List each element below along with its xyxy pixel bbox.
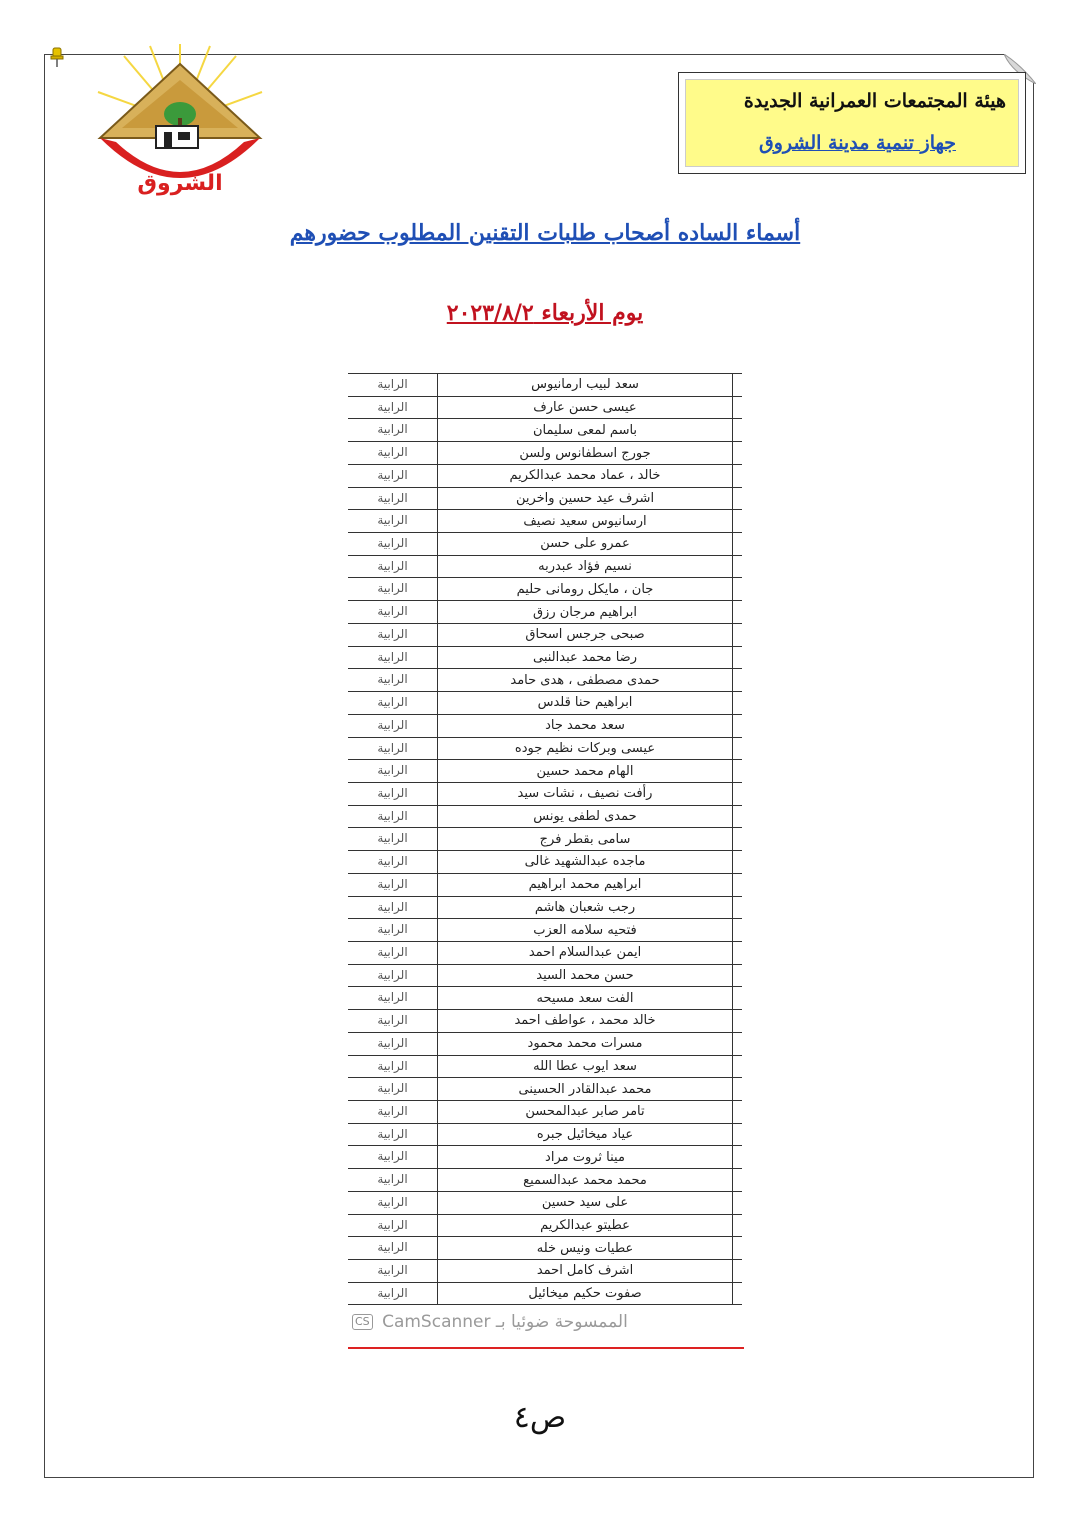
table-row	[348, 1237, 742, 1260]
area-cell: الرابية	[348, 1101, 438, 1123]
index-cell	[732, 442, 742, 464]
area-cell: الرابية	[348, 374, 438, 396]
name-cell: ابراهيم مرجان رزق	[532, 604, 638, 620]
table-row	[348, 533, 742, 556]
index-cell	[732, 919, 742, 941]
area-cell: الرابية	[348, 1056, 438, 1078]
area-cell: الرابية	[348, 669, 438, 691]
index-cell	[732, 806, 742, 828]
logo-text: الشروق	[137, 171, 223, 196]
area-cell: الرابية	[348, 942, 438, 964]
name-cell: رأفت نصيف ، نشات سيد	[517, 786, 653, 802]
name-cell: مسرات محمد محمود	[527, 1036, 643, 1052]
index-cell	[732, 942, 742, 964]
table-row	[348, 851, 742, 874]
name-cell: حسن محمد السيد	[536, 968, 634, 984]
index-cell	[732, 965, 742, 987]
table-row	[348, 1146, 742, 1169]
index-cell	[732, 987, 742, 1009]
area-cell: الرابية	[348, 738, 438, 760]
index-cell	[732, 897, 742, 919]
area-cell: الرابية	[348, 465, 438, 487]
index-cell	[732, 465, 742, 487]
area-cell: الرابية	[348, 806, 438, 828]
index-cell	[732, 1215, 742, 1237]
index-cell	[732, 578, 742, 600]
name-cell: الفت سعد مسيحه	[536, 990, 634, 1006]
name-cell: سعد ايوب عطا الله	[533, 1058, 637, 1074]
area-cell: الرابية	[348, 1237, 438, 1259]
index-cell	[732, 488, 742, 510]
index-cell	[732, 1010, 742, 1032]
document-date: يوم الأربعاء ٢٠٢٣/٨/٢	[446, 300, 644, 326]
area-cell: الرابية	[348, 1260, 438, 1282]
area-cell: الرابية	[348, 692, 438, 714]
table-row	[348, 783, 742, 806]
table-row	[348, 374, 742, 397]
table-row	[348, 874, 742, 897]
table-row	[348, 760, 742, 783]
index-cell	[732, 1260, 742, 1282]
name-cell: عطيات ونيس خله	[536, 1240, 634, 1256]
document-title: أسماء الساده أصحاب طلبات التقنين المطلوب حضورهم	[289, 220, 801, 246]
table-row	[348, 647, 742, 670]
index-cell	[732, 1056, 742, 1078]
area-cell: الرابية	[348, 760, 438, 782]
table-row	[348, 1033, 742, 1056]
name-cell: عطيتو عبدالكريم	[540, 1217, 630, 1233]
index-cell	[732, 419, 742, 441]
watermark-text: الممسوحة ضوئيا بـ	[495, 1312, 628, 1332]
area-cell: الرابية	[348, 1192, 438, 1214]
index-cell	[732, 533, 742, 555]
logo-icon	[94, 42, 266, 204]
name-cell: عياد ميخائيل جبره	[536, 1127, 634, 1143]
name-cell: الهام محمد حسين	[536, 763, 634, 779]
area-cell: الرابية	[348, 578, 438, 600]
table-row	[348, 897, 742, 920]
table-row	[348, 669, 742, 692]
area-cell: الرابية	[348, 488, 438, 510]
area-cell: الرابية	[348, 1010, 438, 1032]
name-cell: جان ، مايكل رومانى حليم	[516, 581, 654, 597]
index-cell	[732, 828, 742, 850]
index-cell	[732, 1124, 742, 1146]
name-cell: نسيم فؤاد عبدربه	[538, 559, 632, 575]
table-row	[348, 987, 742, 1010]
index-cell	[732, 556, 742, 578]
table-row	[348, 1260, 742, 1283]
table-row	[348, 828, 742, 851]
area-cell: الرابية	[348, 1169, 438, 1191]
area-cell: الرابية	[348, 987, 438, 1009]
table-row	[348, 1124, 742, 1147]
table-row	[348, 488, 742, 511]
index-cell	[732, 397, 742, 419]
table-row	[348, 1215, 742, 1238]
table-row	[348, 1101, 742, 1124]
name-cell: صبحى جرجس اسحاق	[525, 627, 645, 643]
area-cell: الرابية	[348, 715, 438, 737]
table-row	[348, 556, 742, 579]
area-cell: الرابية	[348, 783, 438, 805]
area-cell: الرابية	[348, 556, 438, 578]
area-cell: الرابية	[348, 919, 438, 941]
area-cell: الرابية	[348, 1283, 438, 1305]
index-cell	[732, 647, 742, 669]
index-cell	[732, 1033, 742, 1055]
area-cell: الرابية	[348, 851, 438, 873]
name-cell: ابراهيم حنا قلدس	[537, 695, 633, 711]
index-cell	[732, 374, 742, 396]
table-row	[348, 965, 742, 988]
header-box	[678, 72, 1026, 174]
name-cell: ارسانيوس سعيد نصيف	[523, 513, 647, 529]
area-cell: الرابية	[348, 647, 438, 669]
area-cell: الرابية	[348, 1033, 438, 1055]
roster-table	[348, 373, 742, 1305]
area-cell: الرابية	[348, 601, 438, 623]
name-cell: صفوت حكيم ميخائيل	[528, 1286, 642, 1302]
table-row	[348, 1078, 742, 1101]
name-cell: على سيد حسين	[541, 1195, 629, 1211]
index-cell	[732, 1146, 742, 1168]
index-cell	[732, 601, 742, 623]
name-cell: سعد لبيب ارمانيوس	[531, 377, 639, 393]
camscanner-icon: CS	[352, 1314, 373, 1330]
watermark-brand: CamScanner	[382, 1312, 491, 1332]
table-row	[348, 578, 742, 601]
table-row	[348, 397, 742, 420]
table-row	[348, 419, 742, 442]
index-cell	[732, 1169, 742, 1191]
name-cell: جورج اسطفانوس ولسن	[519, 445, 651, 461]
area-cell: الرابية	[348, 1146, 438, 1168]
area-cell: الرابية	[348, 1215, 438, 1237]
index-cell	[732, 738, 742, 760]
table-row	[348, 510, 742, 533]
index-cell	[732, 669, 742, 691]
org-name: هيئة المجتمعات العمرانية الجديدة	[743, 90, 1006, 112]
table-row	[348, 1283, 742, 1306]
name-cell: محمد عبدالقادر الحسينى	[518, 1081, 652, 1097]
area-cell: الرابية	[348, 828, 438, 850]
index-cell	[732, 715, 742, 737]
table-row	[348, 919, 742, 942]
camscanner-watermark	[352, 1312, 652, 1332]
name-cell: مينا ثروت مراد	[545, 1149, 625, 1165]
area-cell: الرابية	[348, 533, 438, 555]
name-cell: ايمن عبدالسلام احمد	[528, 945, 642, 961]
name-cell: رجب شعبان هاشم	[534, 899, 636, 915]
table-row	[348, 1010, 742, 1033]
name-cell: محمد محمد عبدالسميع	[523, 1172, 647, 1188]
area-cell: الرابية	[348, 874, 438, 896]
name-cell: حمدى مصطفى ، هدى حامد	[510, 672, 660, 688]
header-banner	[685, 79, 1019, 167]
pin-icon	[50, 46, 64, 68]
index-cell	[732, 1101, 742, 1123]
area-cell: الرابية	[348, 442, 438, 464]
area-cell: الرابية	[348, 397, 438, 419]
page-number: ص٤	[513, 1400, 567, 1435]
table-row	[348, 692, 742, 715]
index-cell	[732, 1283, 742, 1305]
table-row	[348, 624, 742, 647]
red-divider	[348, 1347, 744, 1349]
index-cell	[732, 1078, 742, 1100]
index-cell	[732, 760, 742, 782]
index-cell	[732, 692, 742, 714]
area-cell: الرابية	[348, 624, 438, 646]
area-cell: الرابية	[348, 1078, 438, 1100]
table-row	[348, 715, 742, 738]
name-cell: فتحيه سلامه العزب	[533, 922, 637, 938]
area-cell: الرابية	[348, 419, 438, 441]
name-cell: سامى بقطر فرج	[539, 831, 631, 847]
name-cell: سعد محمد جاد	[545, 718, 625, 734]
area-cell: الرابية	[348, 1124, 438, 1146]
name-cell: خالد ، عماد محمد عبدالكريم	[509, 468, 661, 484]
name-cell: اشرف كامل احمد	[536, 1263, 634, 1279]
name-cell: ماجده عبدالشهيد غالى	[524, 854, 646, 870]
index-cell	[732, 1192, 742, 1214]
table-row	[348, 1056, 742, 1079]
index-cell	[732, 783, 742, 805]
table-row	[348, 1192, 742, 1215]
table-row	[348, 942, 742, 965]
name-cell: عيسى وبركات نظيم جوده	[514, 740, 656, 756]
name-cell: خالد محمد ، عواطف احمد	[514, 1013, 656, 1029]
name-cell: ابراهيم محمد ابراهيم	[528, 877, 642, 893]
index-cell	[732, 851, 742, 873]
index-cell	[732, 1237, 742, 1259]
table-row	[348, 601, 742, 624]
table-row	[348, 806, 742, 829]
table-row	[348, 738, 742, 761]
index-cell	[732, 874, 742, 896]
name-cell: اشرف عيد حسين واخرين	[515, 490, 655, 506]
name-cell: تامر صابر عبدالمحسن	[525, 1104, 645, 1120]
name-cell: عمرو على حسن	[540, 536, 630, 552]
name-cell: باسم لمعى سليمان	[532, 422, 638, 438]
area-cell: الرابية	[348, 510, 438, 532]
table-row	[348, 465, 742, 488]
table-row	[348, 442, 742, 465]
name-cell: حمدى لطفى يونس	[533, 809, 637, 825]
index-cell	[732, 624, 742, 646]
index-cell	[732, 510, 742, 532]
name-cell: رضا محمد عبدالنبى	[533, 649, 637, 665]
name-cell: عيسى حسن عارف	[533, 400, 637, 416]
org-subtitle: جهاز تنمية مدينة الشروق	[758, 132, 956, 154]
area-cell: الرابية	[348, 965, 438, 987]
area-cell: الرابية	[348, 897, 438, 919]
table-row	[348, 1169, 742, 1192]
